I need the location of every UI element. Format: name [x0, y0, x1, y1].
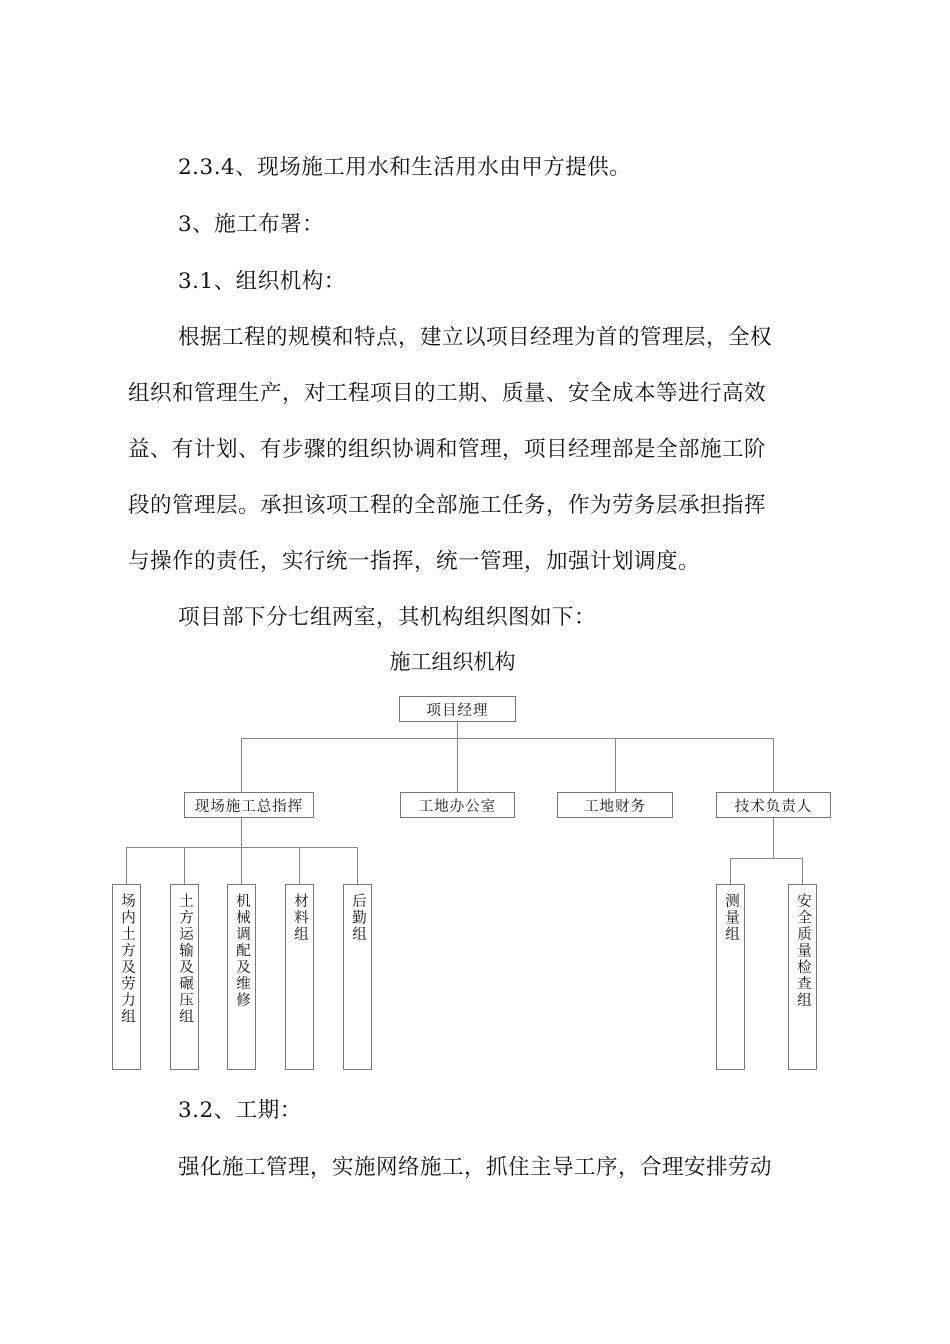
paragraph-line: 组织和管理生产，对工程项目的工期、质量、安全成本等进行高效 — [128, 381, 767, 406]
org-node-site-commander: 现场施工总指挥 — [184, 792, 314, 818]
org-node-logistics-group: 后勤组 — [343, 884, 372, 1070]
connector-line — [615, 738, 616, 792]
connector-line — [126, 847, 127, 884]
connector-line — [730, 858, 731, 884]
connector-line — [357, 847, 358, 884]
connector-line — [457, 721, 458, 738]
paragraph-line: 与操作的责任，实行统一指挥，统一管理，加强计划调度。 — [128, 549, 701, 574]
org-node-machinery-group: 机械调配及维修 — [227, 884, 256, 1070]
paragraph-schedule: 强化施工管理，实施网络施工，抓住主导工序，合理安排劳动 — [178, 1155, 773, 1180]
org-node-survey-group: 测量组 — [716, 884, 745, 1070]
connector-line — [457, 738, 458, 792]
org-node-site-finance: 工地财务 — [557, 792, 673, 818]
org-chart-title: 施工组织机构 — [389, 650, 516, 674]
connector-line — [241, 738, 242, 792]
connector-line — [773, 738, 774, 792]
heading-organization: 3.1、组织机构： — [178, 269, 346, 294]
connector-line — [730, 858, 802, 859]
paragraph-line: 益、有计划、有步骤的组织协调和管理，项目经理部是全部施工阶 — [128, 437, 767, 462]
connector-line — [802, 858, 803, 884]
paragraph-line: 段的管理层。承担该项工程的全部施工任务，作为劳务层承担指挥 — [128, 493, 767, 518]
paragraph-org-intro: 项目部下分七组两室，其机构组织图如下： — [178, 605, 597, 630]
org-node-earthwork-labor-group: 场内土方及劳力组 — [112, 884, 141, 1070]
connector-line — [299, 847, 300, 884]
org-node-site-office: 工地办公室 — [400, 792, 515, 818]
connector-line — [184, 847, 185, 884]
connector-line — [241, 738, 773, 739]
org-node-project-manager: 项目经理 — [399, 696, 516, 722]
org-node-materials-group: 材料组 — [285, 884, 314, 1070]
paragraph-line: 根据工程的规模和特点，建立以项目经理为首的管理层，全权 — [178, 325, 773, 350]
connector-line — [241, 847, 242, 884]
heading-schedule: 3.2、工期： — [178, 1098, 302, 1123]
connector-line — [241, 817, 242, 847]
org-node-safety-quality-group: 安全质量检查组 — [788, 884, 817, 1070]
org-node-transport-compaction-group: 土方运输及碾压组 — [170, 884, 199, 1070]
heading-construction-deployment: 3、施工布署： — [178, 212, 325, 237]
org-node-technical-lead: 技术负责人 — [716, 792, 831, 818]
connector-line — [773, 817, 774, 858]
paragraph-water-supply: 2.3.4、现场施工用水和生活用水由甲方提供。 — [178, 155, 632, 180]
